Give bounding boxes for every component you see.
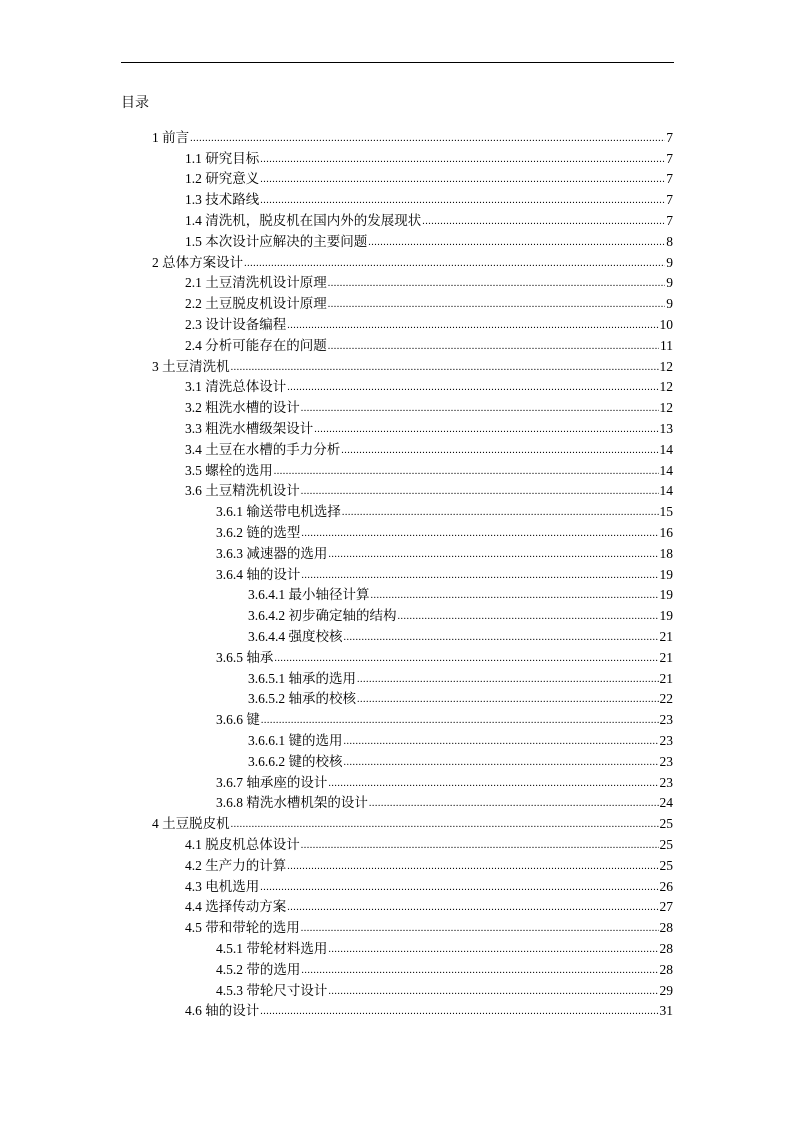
toc-dot-leader — [190, 131, 665, 146]
toc-entry-title: 3.6.4.1 最小轴径计算 — [248, 587, 370, 603]
toc-entry-title: 2.3 设计设备编程 — [185, 316, 287, 332]
toc-dot-leader — [301, 401, 659, 416]
toc-entry-page: 23 — [659, 712, 673, 728]
toc-dot-leader — [371, 588, 659, 603]
toc-entry-page: 10 — [659, 316, 673, 332]
toc-entry-title: 3.6.4 轴的设计 — [216, 566, 301, 582]
toc-entry-title: 3.6.4.4 强度校核 — [248, 628, 343, 644]
toc-entry-title: 3.6.7 轴承座的设计 — [216, 774, 328, 790]
toc-entry[interactable] — [185, 395, 673, 416]
toc-entry-page: 25 — [659, 857, 673, 873]
toc-entry[interactable] — [248, 603, 673, 624]
header-rule — [121, 62, 674, 63]
toc-dot-leader — [260, 172, 665, 187]
toc-entry[interactable] — [185, 146, 673, 167]
toc-dot-leader — [344, 734, 659, 749]
toc-entry-page: 7 — [666, 129, 673, 145]
toc-entry[interactable] — [185, 999, 673, 1020]
toc-dot-leader — [301, 838, 659, 853]
toc-entry-title: 3.4 土豆在水槽的手力分析 — [185, 441, 341, 457]
toc-entry[interactable] — [185, 416, 673, 437]
toc-entry[interactable] — [185, 895, 673, 916]
toc-entry[interactable] — [216, 936, 673, 957]
toc-dot-leader — [328, 547, 658, 562]
toc-entry-page: 14 — [659, 441, 673, 457]
toc-entry-title: 4.5.2 带的选用 — [216, 961, 301, 977]
toc-entry-page: 9 — [666, 254, 673, 270]
toc-entry[interactable] — [216, 707, 673, 728]
toc-entry-page: 19 — [659, 566, 673, 582]
toc-entry-title: 2.4 分析可能存在的问题 — [185, 337, 327, 353]
toc-dot-leader — [287, 900, 658, 915]
toc-dot-leader — [261, 713, 659, 728]
toc-entry-title: 3.6.6 键 — [216, 712, 260, 728]
toc-entry[interactable] — [216, 957, 673, 978]
toc-entry-title: 4.5 带和带轮的选用 — [185, 920, 300, 936]
toc-entry[interactable] — [152, 125, 673, 146]
toc-entry-page: 21 — [659, 649, 673, 665]
toc-title: 目录 — [121, 96, 149, 111]
toc-entry-page: 15 — [659, 504, 673, 520]
toc-entry[interactable] — [185, 312, 673, 333]
toc-dot-leader — [301, 963, 658, 978]
toc-dot-leader — [231, 360, 659, 375]
toc-entry-title: 3.6.3 减速器的选用 — [216, 545, 328, 561]
toc-entry[interactable] — [185, 874, 673, 895]
toc-entry-page: 28 — [659, 940, 673, 956]
toc-entry-title: 3.6.5.1 轴承的选用 — [248, 670, 356, 686]
toc-entry[interactable] — [248, 666, 673, 687]
toc-entry-page: 7 — [666, 150, 673, 166]
toc-entry-page: 28 — [659, 961, 673, 977]
toc-entry-title: 4.5.1 带轮材料选用 — [216, 940, 328, 956]
toc-entry-title: 1.5 本次设计应解决的主要问题 — [185, 233, 368, 249]
toc-dot-leader — [422, 214, 665, 229]
toc-entry-page: 12 — [659, 379, 673, 395]
toc-dot-leader — [369, 796, 659, 811]
toc-entry[interactable] — [216, 499, 673, 520]
toc-entry-title: 3.6.1 输送带电机选择 — [216, 504, 341, 520]
toc-dot-leader — [398, 609, 659, 624]
toc-dot-leader — [328, 776, 658, 791]
toc-entry[interactable] — [185, 458, 673, 479]
toc-dot-leader — [274, 464, 659, 479]
toc-entry-page: 9 — [666, 296, 673, 312]
toc-entry-page: 11 — [660, 337, 673, 353]
toc-entry-page: 28 — [659, 920, 673, 936]
toc-entry-page: 18 — [659, 545, 673, 561]
toc-entry-page: 7 — [666, 212, 673, 228]
toc-entry[interactable] — [216, 541, 673, 562]
toc-dot-leader — [274, 651, 658, 666]
toc-dot-leader — [357, 672, 659, 687]
toc-entry[interactable] — [185, 832, 673, 853]
toc-entry[interactable] — [216, 770, 673, 791]
toc-dot-leader — [341, 443, 658, 458]
toc-dot-leader — [301, 921, 659, 936]
toc-entry-title: 3.1 清洗总体设计 — [185, 379, 287, 395]
toc-dot-leader — [301, 568, 658, 583]
toc-entry[interactable] — [216, 978, 673, 999]
toc-entry-title: 4.1 脱皮机总体设计 — [185, 836, 300, 852]
toc-entry-title: 3.2 粗洗水槽的设计 — [185, 400, 300, 416]
toc-entry[interactable] — [185, 915, 673, 936]
toc-dot-leader — [357, 692, 659, 707]
toc-entry[interactable] — [185, 333, 673, 354]
toc-dot-leader — [328, 276, 666, 291]
toc-entry-page: 31 — [659, 1003, 673, 1019]
toc-entry[interactable] — [248, 687, 673, 708]
toc-entry-title: 3.3 粗洗水槽级架设计 — [185, 420, 314, 436]
toc-entry-page: 19 — [659, 608, 673, 624]
toc-entry-page: 27 — [659, 899, 673, 915]
toc-entry[interactable] — [185, 208, 673, 229]
toc-entry-page: 21 — [659, 628, 673, 644]
toc-entry-title: 3.6.6.1 键的选用 — [248, 732, 343, 748]
toc-entry-title: 3 土豆清洗机 — [152, 358, 230, 374]
toc-dot-leader — [244, 256, 665, 271]
toc-entry[interactable] — [185, 271, 673, 292]
toc-entry-page: 7 — [666, 171, 673, 187]
toc-entry[interactable] — [248, 624, 673, 645]
toc-entry-page: 7 — [666, 192, 673, 208]
toc-entry-title: 1.2 研究意义 — [185, 171, 260, 187]
toc-entry-title: 4 土豆脱皮机 — [152, 816, 230, 832]
toc-entry-page: 12 — [659, 400, 673, 416]
toc-entry[interactable] — [248, 583, 673, 604]
toc-entry-title: 1.3 技术路线 — [185, 192, 260, 208]
toc-entry-page: 22 — [659, 691, 673, 707]
toc-dot-leader — [301, 484, 659, 499]
toc-entry-title: 3.6.5.2 轴承的校核 — [248, 691, 356, 707]
toc-entry-title: 4.2 生产力的计算 — [185, 857, 287, 873]
toc-entry[interactable] — [185, 437, 673, 458]
toc-entry[interactable] — [185, 291, 673, 312]
toc-dot-leader — [344, 630, 659, 645]
toc-entry-page: 19 — [659, 587, 673, 603]
toc-entry-title: 3.6 土豆精洗机设计 — [185, 483, 300, 499]
toc-dot-leader — [287, 380, 658, 395]
toc-dot-leader — [328, 297, 666, 312]
toc-entry-title: 3.6.2 链的选型 — [216, 524, 301, 540]
toc-dot-leader — [231, 817, 659, 832]
toc-entry-page: 23 — [659, 753, 673, 769]
toc-entry-title: 3.5 螺栓的选用 — [185, 462, 273, 478]
toc-entry[interactable] — [185, 229, 673, 250]
toc-entry-title: 4.5.3 带轮尺寸设计 — [216, 982, 328, 998]
toc-entry[interactable] — [185, 167, 673, 188]
toc-entry[interactable] — [248, 728, 673, 749]
toc-entry[interactable] — [185, 375, 673, 396]
toc-entry-title: 2 总体方案设计 — [152, 254, 244, 270]
toc-entry-page: 12 — [659, 358, 673, 374]
toc-dot-leader — [328, 339, 659, 354]
toc-entry-page: 16 — [659, 524, 673, 540]
toc-entry-page: 26 — [659, 878, 673, 894]
toc-dot-leader — [287, 318, 658, 333]
toc-entry-page: 8 — [666, 233, 673, 249]
toc-dot-leader — [328, 942, 658, 957]
toc-dot-leader — [342, 505, 659, 520]
toc-dot-leader — [260, 1004, 658, 1019]
toc-entry[interactable] — [216, 645, 673, 666]
toc-entry-title: 3.6.5 轴承 — [216, 649, 274, 665]
toc-entry-page: 25 — [659, 816, 673, 832]
toc-dot-leader — [260, 880, 658, 895]
toc-entry-title: 4.6 轴的设计 — [185, 1003, 260, 1019]
toc-entry-title: 3.6.4.2 初步确定轴的结构 — [248, 608, 397, 624]
toc-entry-title: 1.4 清洗机，脱皮机在国内外的发展现状 — [185, 212, 422, 228]
toc-entry-title: 3.6.6.2 键的校核 — [248, 753, 343, 769]
toc-entry-page: 14 — [659, 462, 673, 478]
toc-entry[interactable] — [152, 354, 673, 375]
toc-entry-page: 14 — [659, 483, 673, 499]
toc-entry[interactable] — [185, 187, 673, 208]
toc-dot-leader — [328, 984, 658, 999]
toc-entry-title: 1 前言 — [152, 129, 190, 145]
toc-entry[interactable] — [152, 811, 673, 832]
toc-entry-page: 13 — [659, 420, 673, 436]
toc-entry-title: 3.6.8 精洗水槽机架的设计 — [216, 795, 368, 811]
toc-dot-leader — [287, 859, 658, 874]
toc-entry-title: 4.4 选择传动方案 — [185, 899, 287, 915]
toc-entry[interactable] — [248, 749, 673, 770]
toc-dot-leader — [344, 755, 659, 770]
toc-dot-leader — [368, 235, 665, 250]
toc-dot-leader — [314, 422, 658, 437]
toc-entry[interactable] — [185, 479, 673, 500]
toc-dot-leader — [260, 152, 665, 167]
toc-entry-title: 2.2 土豆脱皮机设计原理 — [185, 296, 327, 312]
toc-entry-title: 2.1 土豆清洗机设计原理 — [185, 275, 327, 291]
toc-dot-leader — [260, 193, 665, 208]
toc-entry-page: 23 — [659, 732, 673, 748]
toc-entry[interactable] — [216, 520, 673, 541]
toc-entry-page: 29 — [659, 982, 673, 998]
toc-entry-title: 4.3 电机选用 — [185, 878, 260, 894]
toc-entry[interactable] — [216, 562, 673, 583]
toc-entry-page: 9 — [666, 275, 673, 291]
toc-entry[interactable] — [152, 250, 673, 271]
toc-dot-leader — [301, 526, 658, 541]
toc-entry-title: 1.1 研究目标 — [185, 150, 260, 166]
toc-entry-page: 23 — [659, 774, 673, 790]
toc-entry-page: 21 — [659, 670, 673, 686]
toc-entry-page: 25 — [659, 836, 673, 852]
toc-entry[interactable] — [216, 791, 673, 812]
toc-entry-page: 24 — [659, 795, 673, 811]
toc-entry[interactable] — [185, 853, 673, 874]
